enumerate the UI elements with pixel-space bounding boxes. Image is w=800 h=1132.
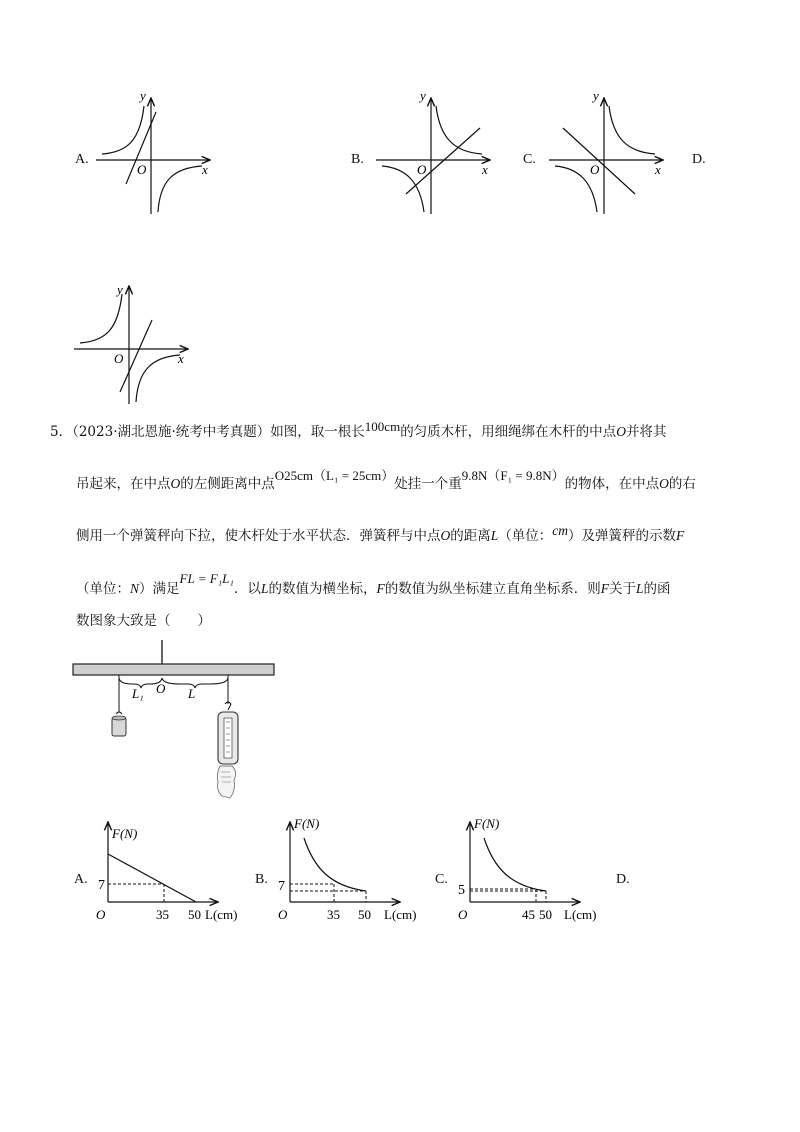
graph-b bbox=[370, 90, 500, 220]
point-o: O bbox=[659, 476, 669, 491]
question-source: （2023·湖北恩施·统考中考真题） bbox=[72, 424, 271, 440]
x-label: x bbox=[482, 162, 488, 177]
x-axis-label: L(cm) bbox=[205, 907, 238, 922]
graph-d bbox=[70, 280, 200, 410]
point-o: O bbox=[440, 528, 451, 543]
text-run: 侧用一个弹簧秤向下拉，使木杆处于水平状态．弹簧秤与中点 bbox=[76, 528, 441, 544]
text-run: 的函 bbox=[643, 581, 671, 597]
x-axis-label: L(cm) bbox=[564, 907, 597, 922]
weight-formula: 9.8N（F₁ = 9.8N） bbox=[461, 468, 565, 483]
linear-line bbox=[406, 128, 480, 194]
distance-formula: O25cm（L₁ = 25cm） bbox=[274, 468, 395, 483]
answer-c-label: C. bbox=[435, 872, 448, 887]
x-tick-label: 50 bbox=[539, 907, 552, 922]
answer-graph-c bbox=[452, 812, 617, 927]
answer-graph-a bbox=[90, 812, 255, 927]
text-run: ．以 bbox=[233, 581, 261, 597]
text-run: ）满足 bbox=[139, 581, 180, 597]
linear-line bbox=[120, 320, 152, 392]
text-run: 并将其 bbox=[625, 424, 667, 440]
unit-n: N bbox=[130, 581, 140, 596]
x-axis-label: L(cm) bbox=[384, 907, 417, 922]
text-run: （单位： bbox=[76, 581, 130, 597]
curve-graph-line bbox=[304, 838, 366, 891]
origin-label: O bbox=[114, 351, 124, 366]
answer-b-label: B. bbox=[255, 872, 268, 887]
linear-line bbox=[563, 128, 635, 194]
y-label: y bbox=[420, 90, 426, 103]
answer-a-label: A. bbox=[74, 872, 88, 887]
l-label: L bbox=[188, 686, 196, 701]
text-run: 关于 bbox=[608, 581, 636, 597]
rod-length: 100cm bbox=[364, 419, 401, 434]
origin-label: O bbox=[458, 907, 468, 922]
hyperbola-branch bbox=[158, 166, 202, 212]
relation-formula: FL = F₁L₁ bbox=[179, 571, 234, 586]
point-o: O bbox=[170, 476, 181, 491]
var-l: L bbox=[260, 581, 269, 596]
hyperbola-branch bbox=[102, 106, 144, 154]
origin-label: O bbox=[96, 907, 106, 922]
y-tick-label: 7 bbox=[278, 879, 285, 894]
text-run: 的物体，在中点 bbox=[564, 476, 660, 492]
x-label: x bbox=[178, 351, 184, 366]
weight-hook bbox=[116, 712, 122, 714]
q5-line-4 bbox=[76, 571, 671, 597]
x-label: x bbox=[202, 162, 208, 177]
hyperbola-branch bbox=[80, 294, 122, 343]
l1-label: L₁ bbox=[132, 686, 144, 701]
y-label: y bbox=[593, 90, 599, 103]
answer-graph-b bbox=[272, 812, 437, 927]
hyperbola-branch bbox=[609, 106, 655, 154]
origin-label: O bbox=[417, 162, 427, 177]
y-axis-label: F(N) bbox=[474, 816, 500, 831]
text-run: （单位： bbox=[498, 528, 553, 544]
o-label: O bbox=[156, 681, 166, 696]
y-label: y bbox=[140, 90, 146, 103]
curve-graph-line bbox=[484, 838, 546, 891]
text-run: 的左侧距离中点 bbox=[180, 476, 275, 492]
text-run: 的匀质木杆，用细绳绑在木杆的中点 bbox=[400, 424, 617, 440]
text-run: 的距离 bbox=[450, 528, 491, 544]
hyperbola-branch bbox=[136, 355, 180, 402]
option-c-label: C. bbox=[523, 152, 536, 167]
origin-label: O bbox=[278, 907, 288, 922]
wooden-rod bbox=[73, 664, 274, 675]
q5-line-5: 数图象大致是（ ） bbox=[76, 613, 211, 629]
text-run: 吊起来，在中点 bbox=[76, 476, 171, 492]
x-label: x bbox=[655, 162, 661, 177]
x-tick-label: 50 bbox=[188, 907, 201, 922]
q5-line-3 bbox=[76, 523, 685, 544]
option-a-label: A. bbox=[75, 152, 89, 167]
x-tick-label: 35 bbox=[156, 907, 169, 922]
text-run: 处挂一个重 bbox=[394, 476, 462, 492]
graph-c bbox=[543, 90, 673, 220]
var-f: F bbox=[600, 581, 609, 596]
y-axis-label: F(N) bbox=[112, 826, 138, 841]
x-tick-label: 45 bbox=[522, 907, 535, 922]
graph-a bbox=[90, 90, 220, 220]
point-o: O bbox=[616, 424, 626, 439]
unit-cm: cm bbox=[552, 523, 569, 538]
lever-figure bbox=[70, 640, 280, 800]
x-tick-label: 50 bbox=[358, 907, 371, 922]
answer-d-label: D. bbox=[616, 872, 630, 887]
text-run: ）及弹簧秤的示数 bbox=[568, 528, 677, 544]
text-run: 的数值为纵坐标建立直角坐标系．则 bbox=[384, 581, 601, 597]
var-l: L bbox=[490, 528, 499, 543]
text-run: 的数值为横坐标， bbox=[268, 581, 377, 597]
option-d-label: D. bbox=[692, 152, 706, 167]
y-tick-label: 7 bbox=[98, 878, 105, 893]
origin-label: O bbox=[590, 162, 600, 177]
var-f: F bbox=[376, 581, 385, 596]
y-label: y bbox=[117, 282, 123, 297]
x-tick-label: 35 bbox=[327, 907, 340, 922]
y-tick-label: 5 bbox=[458, 883, 465, 898]
origin-label: O bbox=[137, 162, 147, 177]
weight-block bbox=[112, 718, 126, 736]
var-f: F bbox=[676, 528, 685, 543]
q5-line-2 bbox=[76, 468, 696, 492]
question-number: 5． bbox=[50, 424, 73, 440]
option-b-label: B. bbox=[351, 152, 364, 167]
text-run: 如图，取一根长 bbox=[270, 424, 365, 440]
weight-top bbox=[112, 716, 126, 720]
linear-graph-line bbox=[108, 854, 196, 902]
q5-line-1 bbox=[50, 419, 667, 440]
y-axis-label: F(N) bbox=[294, 816, 320, 831]
text-run: 的右 bbox=[668, 476, 696, 492]
var-l: L bbox=[635, 581, 644, 596]
